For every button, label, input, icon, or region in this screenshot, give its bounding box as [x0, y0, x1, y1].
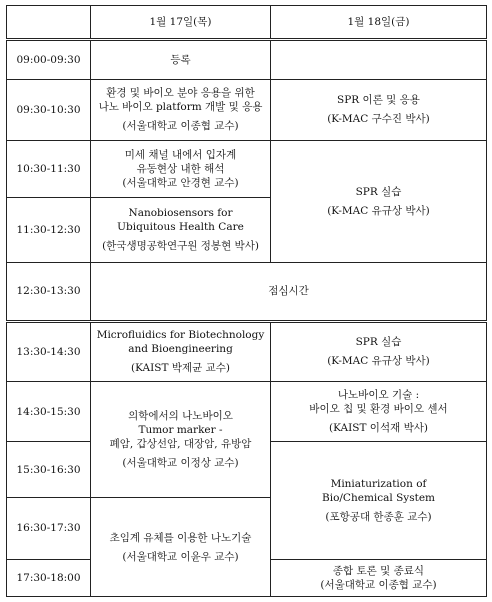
session-speaker: (KAIST 이석재 박사)	[329, 422, 428, 435]
time-cell: 09:30-10:30	[7, 79, 91, 140]
session-cell	[271, 79, 487, 140]
time-cell: 12:30-13:30	[7, 262, 91, 321]
session-speaker: (한국생명공학연구원 정봉현 박사)	[102, 240, 259, 253]
session-title: 폐암, 갑상선암, 대장암, 유방암	[109, 438, 252, 451]
session-title: Microfluidics for Biotechnology	[96, 329, 265, 342]
time-cell: 17:30-18:00	[7, 559, 91, 596]
session-title: and Bioengineering	[128, 343, 233, 356]
header-row	[7, 6, 487, 40]
corner-cell	[7, 6, 91, 40]
session-cell	[91, 141, 271, 198]
session-cell	[91, 381, 271, 497]
time-cell: 10:30-11:30	[7, 141, 91, 198]
lunch-cell: 점심시간	[91, 262, 487, 321]
session-cell	[271, 442, 487, 559]
session-speaker: (서울대학교 이종협 교수)	[122, 120, 239, 133]
time-cell: 09:00-09:30	[7, 40, 91, 79]
session-speaker: (K-MAC 유규상 박사)	[327, 355, 430, 368]
time-cell: 11:30-12:30	[7, 198, 91, 262]
session-cell	[271, 141, 487, 263]
session-title: Bio/Chemical System	[322, 491, 435, 504]
empty-cell	[271, 40, 487, 79]
session-cell	[91, 321, 271, 381]
session-title: Tumor marker -	[138, 424, 223, 437]
day2-header: 1월 18일(금)	[271, 6, 487, 40]
session-title: SPR 이론 및 응용	[337, 94, 420, 107]
session-title: 초임계 유체를 이용한 나노기술	[109, 531, 252, 544]
session-title: 유동현상 내한 해석	[136, 163, 225, 176]
day1-header: 1월 17일(목)	[91, 6, 271, 40]
time-cell: 15:30-16:30	[7, 442, 91, 498]
session-cell	[91, 498, 271, 597]
session-cell	[91, 79, 271, 140]
table-row	[7, 141, 487, 198]
session-speaker: (KAIST 박제균 교수)	[131, 362, 230, 375]
time-cell: 16:30-17:30	[7, 498, 91, 559]
session-title: SPR 실습	[355, 185, 402, 198]
session-cell	[271, 559, 487, 596]
time-cell: 13:30-14:30	[7, 321, 91, 381]
session-speaker: (K-MAC 구수진 박사)	[327, 113, 430, 126]
table-row	[7, 262, 487, 321]
session-cell	[271, 381, 487, 441]
session-title: 나노 바이오 platform 개발 및 응용	[98, 101, 263, 114]
session-title: SPR 실습	[355, 336, 402, 349]
session-title: Miniaturization of	[330, 477, 427, 490]
session-title: Nanobiosensors for	[128, 207, 233, 220]
session-speaker: (K-MAC 유규상 박사)	[327, 204, 430, 217]
time-cell: 14:30-15:30	[7, 381, 91, 441]
table-row	[7, 381, 487, 441]
session-title: 바이오 칩 및 환경 바이오 센서	[309, 403, 448, 416]
session-speaker: (서울대학교 이윤우 교수)	[122, 550, 239, 563]
session-cell	[91, 198, 271, 262]
schedule-table	[6, 5, 487, 597]
session-title: 환경 및 바이오 분야 응용을 위한	[106, 87, 255, 100]
session-title: 미세 채널 내에서 입자계	[124, 149, 237, 162]
session-speaker: (서울대학교 이정상 교수)	[122, 457, 239, 470]
session-speaker: (서울대학교 이종협 교수)	[320, 578, 437, 591]
session-speaker: (포항공대 한종훈 교수)	[325, 510, 432, 523]
session-title: 의학에서의 나노바이오	[128, 410, 233, 423]
session-speaker: (서울대학교 안경현 교수)	[122, 177, 239, 190]
table-row	[7, 40, 487, 79]
table-row	[7, 79, 487, 140]
session-title: 종합 토론 및 종료식	[332, 564, 425, 577]
session-cell	[271, 321, 487, 381]
session-title: 나노바이오 기술 :	[337, 389, 420, 402]
session-title: Ubiquitous Health Care	[117, 221, 244, 234]
table-row	[7, 321, 487, 381]
registration-cell: 등록	[91, 40, 271, 79]
